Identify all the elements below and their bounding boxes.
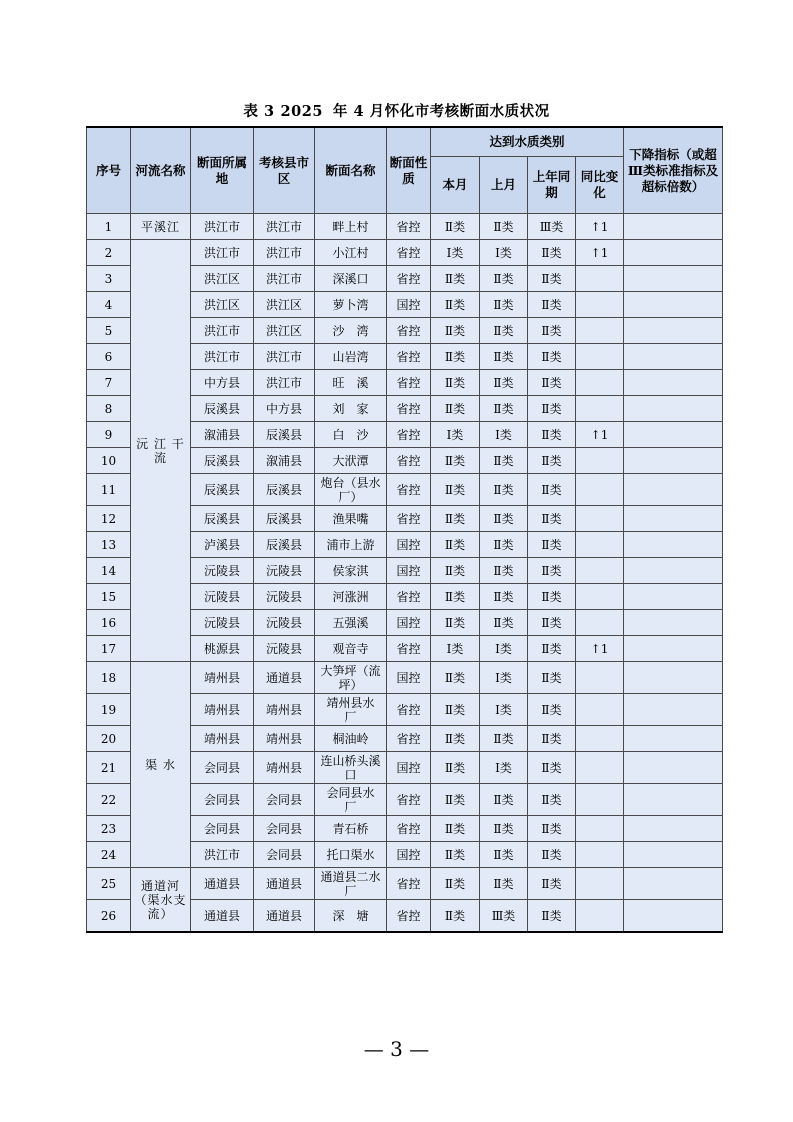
nature-cell: 省控 xyxy=(387,900,431,933)
nature-cell: 省控 xyxy=(387,474,431,506)
this-month-cell: Ⅱ类 xyxy=(431,842,480,868)
header-indicator: 下降指标（或超Ⅲ类标准指标及超标倍数） xyxy=(624,127,723,214)
header-last-month: 上月 xyxy=(480,157,528,214)
section-name-cell: 青石桥 xyxy=(315,816,387,842)
river-cell: 平溪江 xyxy=(131,214,191,240)
yoy-change-cell xyxy=(576,266,624,292)
nature-cell: 省控 xyxy=(387,726,431,752)
county-cell: 沅陵县 xyxy=(254,584,315,610)
county-cell: 沅陵县 xyxy=(254,558,315,584)
last-year-cell: Ⅲ类 xyxy=(528,214,576,240)
seq-cell: 6 xyxy=(87,344,131,370)
header-section: 断面名称 xyxy=(315,127,387,214)
header-county: 考核县市区 xyxy=(254,127,315,214)
seq-cell: 21 xyxy=(87,752,131,784)
section-name-cell: 萝卜湾 xyxy=(315,292,387,318)
nature-cell: 省控 xyxy=(387,266,431,292)
county-cell: 靖州县 xyxy=(254,694,315,726)
last-year-cell: Ⅱ类 xyxy=(528,610,576,636)
last-year-cell: Ⅱ类 xyxy=(528,636,576,662)
last-month-cell: Ⅱ类 xyxy=(480,532,528,558)
indicator-cell xyxy=(624,506,723,532)
county-cell: 洪江市 xyxy=(254,214,315,240)
last-year-cell: Ⅱ类 xyxy=(528,292,576,318)
river-cell: 渠 水 xyxy=(131,662,191,868)
location-cell: 洪江市 xyxy=(191,214,254,240)
indicator-cell xyxy=(624,240,723,266)
nature-cell: 省控 xyxy=(387,636,431,662)
section-name-cell: 炮台（县水厂） xyxy=(315,474,387,506)
location-cell: 辰溪县 xyxy=(191,448,254,474)
yoy-change-cell xyxy=(576,694,624,726)
nature-cell: 省控 xyxy=(387,448,431,474)
location-cell: 溆浦县 xyxy=(191,422,254,448)
nature-cell: 省控 xyxy=(387,214,431,240)
seq-cell: 10 xyxy=(87,448,131,474)
table-row xyxy=(87,662,723,694)
last-year-cell: Ⅱ类 xyxy=(528,868,576,900)
location-cell: 通道县 xyxy=(191,868,254,900)
county-cell: 洪江区 xyxy=(254,318,315,344)
yoy-change-cell xyxy=(576,900,624,933)
this-month-cell: Ⅱ类 xyxy=(431,584,480,610)
nature-cell: 省控 xyxy=(387,694,431,726)
yoy-change-cell xyxy=(576,610,624,636)
yoy-change-cell xyxy=(576,868,624,900)
this-month-cell: Ⅱ类 xyxy=(431,370,480,396)
location-cell: 中方县 xyxy=(191,370,254,396)
last-year-cell: Ⅱ类 xyxy=(528,816,576,842)
section-name-cell: 桐油岭 xyxy=(315,726,387,752)
section-name-cell: 深 塘 xyxy=(315,900,387,933)
table-title-text: 年 4 月怀化市考核断面水质状况 xyxy=(332,103,550,120)
yoy-change-cell xyxy=(576,318,624,344)
last-year-cell: Ⅱ类 xyxy=(528,842,576,868)
nature-cell: 国控 xyxy=(387,662,431,694)
this-month-cell: Ⅱ类 xyxy=(431,784,480,816)
last-year-cell: Ⅱ类 xyxy=(528,900,576,933)
last-month-cell: Ⅱ类 xyxy=(480,868,528,900)
seq-cell: 2 xyxy=(87,240,131,266)
this-month-cell: Ⅱ类 xyxy=(431,558,480,584)
header-last-year: 上年同期 xyxy=(528,157,576,214)
county-cell: 辰溪县 xyxy=(254,422,315,448)
table-header xyxy=(87,127,723,214)
last-month-cell: Ⅱ类 xyxy=(480,726,528,752)
county-cell: 洪江区 xyxy=(254,292,315,318)
county-cell: 会同县 xyxy=(254,816,315,842)
table-row xyxy=(87,868,723,900)
seq-cell: 18 xyxy=(87,662,131,694)
county-cell: 沅陵县 xyxy=(254,610,315,636)
section-name-cell: 通道县二水厂 xyxy=(315,868,387,900)
seq-cell: 1 xyxy=(87,214,131,240)
this-month-cell: Ⅰ类 xyxy=(431,636,480,662)
last-month-cell: Ⅰ类 xyxy=(480,662,528,694)
location-cell: 洪江市 xyxy=(191,842,254,868)
seq-cell: 19 xyxy=(87,694,131,726)
page-number: — 3 — xyxy=(363,1037,430,1061)
seq-cell: 16 xyxy=(87,610,131,636)
indicator-cell xyxy=(624,474,723,506)
last-month-cell: Ⅱ类 xyxy=(480,506,528,532)
seq-cell: 25 xyxy=(87,868,131,900)
yoy-change-cell xyxy=(576,816,624,842)
this-month-cell: Ⅱ类 xyxy=(431,900,480,933)
nature-cell: 国控 xyxy=(387,558,431,584)
county-cell: 辰溪县 xyxy=(254,506,315,532)
nature-cell: 国控 xyxy=(387,292,431,318)
nature-cell: 省控 xyxy=(387,584,431,610)
header-river: 河流名称 xyxy=(131,127,191,214)
location-cell: 会同县 xyxy=(191,752,254,784)
last-year-cell: Ⅱ类 xyxy=(528,266,576,292)
indicator-cell xyxy=(624,726,723,752)
section-name-cell: 浦市上游 xyxy=(315,532,387,558)
last-year-cell: Ⅱ类 xyxy=(528,726,576,752)
this-month-cell: Ⅱ类 xyxy=(431,532,480,558)
county-cell: 洪江市 xyxy=(254,370,315,396)
river-cell: 通道河（渠水支流） xyxy=(131,868,191,933)
last-month-cell: Ⅱ类 xyxy=(480,344,528,370)
seq-cell: 23 xyxy=(87,816,131,842)
this-month-cell: Ⅱ类 xyxy=(431,396,480,422)
seq-cell: 5 xyxy=(87,318,131,344)
location-cell: 通道县 xyxy=(191,900,254,933)
county-cell: 靖州县 xyxy=(254,726,315,752)
table-row xyxy=(87,240,723,266)
last-month-cell: Ⅱ类 xyxy=(480,784,528,816)
seq-cell: 7 xyxy=(87,370,131,396)
this-month-cell: Ⅱ类 xyxy=(431,214,480,240)
yoy-change-cell xyxy=(576,842,624,868)
last-month-cell: Ⅱ类 xyxy=(480,558,528,584)
last-month-cell: Ⅱ类 xyxy=(480,370,528,396)
last-month-cell: Ⅰ类 xyxy=(480,240,528,266)
this-month-cell: Ⅱ类 xyxy=(431,816,480,842)
nature-cell: 国控 xyxy=(387,532,431,558)
county-cell: 中方县 xyxy=(254,396,315,422)
yoy-change-cell xyxy=(576,584,624,610)
seq-cell: 24 xyxy=(87,842,131,868)
last-month-cell: Ⅱ类 xyxy=(480,292,528,318)
yoy-change-cell xyxy=(576,474,624,506)
last-year-cell: Ⅱ类 xyxy=(528,584,576,610)
county-cell: 沅陵县 xyxy=(254,636,315,662)
section-name-cell: 沙 湾 xyxy=(315,318,387,344)
last-year-cell: Ⅱ类 xyxy=(528,694,576,726)
section-name-cell: 山岩湾 xyxy=(315,344,387,370)
this-month-cell: Ⅱ类 xyxy=(431,448,480,474)
location-cell: 辰溪县 xyxy=(191,506,254,532)
seq-cell: 20 xyxy=(87,726,131,752)
nature-cell: 省控 xyxy=(387,784,431,816)
nature-cell: 省控 xyxy=(387,506,431,532)
county-cell: 洪江市 xyxy=(254,240,315,266)
section-name-cell: 会同县水 厂 xyxy=(315,784,387,816)
section-name-cell: 托口渠水 xyxy=(315,842,387,868)
this-month-cell: Ⅰ类 xyxy=(431,422,480,448)
this-month-cell: Ⅱ类 xyxy=(431,474,480,506)
seq-cell: 22 xyxy=(87,784,131,816)
indicator-cell xyxy=(624,396,723,422)
county-cell: 辰溪县 xyxy=(254,532,315,558)
yoy-change-cell xyxy=(576,506,624,532)
indicator-cell xyxy=(624,422,723,448)
yoy-change-cell xyxy=(576,726,624,752)
this-month-cell: Ⅱ类 xyxy=(431,726,480,752)
last-year-cell: Ⅱ类 xyxy=(528,396,576,422)
last-year-cell: Ⅱ类 xyxy=(528,532,576,558)
section-name-cell: 小江村 xyxy=(315,240,387,266)
this-month-cell: Ⅱ类 xyxy=(431,662,480,694)
yoy-change-cell: ↑1 xyxy=(576,636,624,662)
last-year-cell: Ⅱ类 xyxy=(528,506,576,532)
nature-cell: 国控 xyxy=(387,842,431,868)
this-month-cell: Ⅱ类 xyxy=(431,868,480,900)
indicator-cell xyxy=(624,558,723,584)
yoy-change-cell xyxy=(576,662,624,694)
nature-cell: 省控 xyxy=(387,396,431,422)
nature-cell: 省控 xyxy=(387,318,431,344)
section-name-cell: 畔上村 xyxy=(315,214,387,240)
indicator-cell xyxy=(624,752,723,784)
seq-cell: 17 xyxy=(87,636,131,662)
indicator-cell xyxy=(624,816,723,842)
last-year-cell: Ⅱ类 xyxy=(528,318,576,344)
section-name-cell: 侯家淇 xyxy=(315,558,387,584)
this-month-cell: Ⅱ类 xyxy=(431,752,480,784)
river-cell: 沅 江 干 流 xyxy=(131,240,191,662)
table-title xyxy=(0,100,793,121)
section-name-cell: 大洑潭 xyxy=(315,448,387,474)
section-name-cell: 旺 溪 xyxy=(315,370,387,396)
yoy-change-cell: ↑1 xyxy=(576,422,624,448)
indicator-cell xyxy=(624,584,723,610)
section-name-cell: 深溪口 xyxy=(315,266,387,292)
yoy-change-cell xyxy=(576,784,624,816)
last-month-cell: Ⅱ类 xyxy=(480,318,528,344)
header-this-month: 本月 xyxy=(431,157,480,214)
nature-cell: 省控 xyxy=(387,816,431,842)
this-month-cell: Ⅱ类 xyxy=(431,694,480,726)
last-year-cell: Ⅱ类 xyxy=(528,662,576,694)
this-month-cell: Ⅰ类 xyxy=(431,240,480,266)
county-cell: 会同县 xyxy=(254,842,315,868)
yoy-change-cell xyxy=(576,448,624,474)
location-cell: 辰溪县 xyxy=(191,396,254,422)
location-cell: 洪江市 xyxy=(191,240,254,266)
last-month-cell: Ⅱ类 xyxy=(480,474,528,506)
yoy-change-cell xyxy=(576,532,624,558)
last-year-cell: Ⅱ类 xyxy=(528,784,576,816)
county-cell: 会同县 xyxy=(254,784,315,816)
nature-cell: 省控 xyxy=(387,370,431,396)
section-name-cell: 渔果嘴 xyxy=(315,506,387,532)
indicator-cell xyxy=(624,868,723,900)
table-title-year: 2025 xyxy=(280,103,323,120)
location-cell: 洪江市 xyxy=(191,344,254,370)
indicator-cell xyxy=(624,636,723,662)
yoy-change-cell xyxy=(576,292,624,318)
section-name-cell: 靖州县水 厂 xyxy=(315,694,387,726)
yoy-change-cell xyxy=(576,558,624,584)
last-year-cell: Ⅱ类 xyxy=(528,422,576,448)
location-cell: 靖州县 xyxy=(191,662,254,694)
last-month-cell: Ⅱ类 xyxy=(480,610,528,636)
seq-cell: 4 xyxy=(87,292,131,318)
section-name-cell: 河涨洲 xyxy=(315,584,387,610)
indicator-cell xyxy=(624,370,723,396)
county-cell: 通道县 xyxy=(254,662,315,694)
county-cell: 洪江市 xyxy=(254,266,315,292)
section-name-cell: 连山桥头溪口 xyxy=(315,752,387,784)
location-cell: 会同县 xyxy=(191,784,254,816)
location-cell: 靖州县 xyxy=(191,694,254,726)
seq-cell: 14 xyxy=(87,558,131,584)
this-month-cell: Ⅱ类 xyxy=(431,506,480,532)
indicator-cell xyxy=(624,344,723,370)
indicator-cell xyxy=(624,214,723,240)
county-cell: 通道县 xyxy=(254,868,315,900)
location-cell: 辰溪县 xyxy=(191,474,254,506)
indicator-cell xyxy=(624,900,723,933)
last-year-cell: Ⅱ类 xyxy=(528,448,576,474)
location-cell: 沅陵县 xyxy=(191,584,254,610)
indicator-cell xyxy=(624,292,723,318)
table-body xyxy=(87,214,723,933)
county-cell: 靖州县 xyxy=(254,752,315,784)
location-cell: 洪江区 xyxy=(191,292,254,318)
location-cell: 沅陵县 xyxy=(191,558,254,584)
this-month-cell: Ⅱ类 xyxy=(431,292,480,318)
section-name-cell: 白 沙 xyxy=(315,422,387,448)
indicator-cell xyxy=(624,318,723,344)
yoy-change-cell xyxy=(576,752,624,784)
table-row xyxy=(87,214,723,240)
seq-cell: 15 xyxy=(87,584,131,610)
header-location: 断面所属地 xyxy=(191,127,254,214)
location-cell: 靖州县 xyxy=(191,726,254,752)
indicator-cell xyxy=(624,662,723,694)
last-month-cell: Ⅱ类 xyxy=(480,816,528,842)
this-month-cell: Ⅱ类 xyxy=(431,318,480,344)
nature-cell: 国控 xyxy=(387,752,431,784)
indicator-cell xyxy=(624,694,723,726)
location-cell: 沅陵县 xyxy=(191,610,254,636)
section-name-cell: 观音寺 xyxy=(315,636,387,662)
indicator-cell xyxy=(624,532,723,558)
indicator-cell xyxy=(624,842,723,868)
yoy-change-cell xyxy=(576,396,624,422)
last-month-cell: Ⅱ类 xyxy=(480,396,528,422)
header-quality-group: 达到水质类别 xyxy=(431,127,624,157)
location-cell: 泸溪县 xyxy=(191,532,254,558)
this-month-cell: Ⅱ类 xyxy=(431,344,480,370)
last-year-cell: Ⅱ类 xyxy=(528,752,576,784)
last-month-cell: Ⅲ类 xyxy=(480,900,528,933)
county-cell: 洪江市 xyxy=(254,344,315,370)
last-year-cell: Ⅱ类 xyxy=(528,344,576,370)
seq-cell: 3 xyxy=(87,266,131,292)
indicator-cell xyxy=(624,448,723,474)
last-month-cell: Ⅰ类 xyxy=(480,694,528,726)
last-year-cell: Ⅱ类 xyxy=(528,558,576,584)
indicator-cell xyxy=(624,610,723,636)
last-month-cell: Ⅱ类 xyxy=(480,448,528,474)
section-name-cell: 大笋坪（流坪） xyxy=(315,662,387,694)
seq-cell: 26 xyxy=(87,900,131,933)
seq-cell: 13 xyxy=(87,532,131,558)
seq-cell: 12 xyxy=(87,506,131,532)
section-name-cell: 刘 家 xyxy=(315,396,387,422)
indicator-cell xyxy=(624,784,723,816)
last-month-cell: Ⅱ类 xyxy=(480,266,528,292)
county-cell: 通道县 xyxy=(254,900,315,933)
last-month-cell: Ⅱ类 xyxy=(480,842,528,868)
nature-cell: 省控 xyxy=(387,422,431,448)
last-month-cell: Ⅰ类 xyxy=(480,636,528,662)
yoy-change-cell: ↑1 xyxy=(576,214,624,240)
last-month-cell: Ⅱ类 xyxy=(480,214,528,240)
nature-cell: 省控 xyxy=(387,868,431,900)
header-nature: 断面性质 xyxy=(387,127,431,214)
location-cell: 洪江区 xyxy=(191,266,254,292)
last-month-cell: Ⅱ类 xyxy=(480,584,528,610)
seq-cell: 11 xyxy=(87,474,131,506)
nature-cell: 省控 xyxy=(387,344,431,370)
nature-cell: 省控 xyxy=(387,240,431,266)
location-cell: 洪江市 xyxy=(191,318,254,344)
county-cell: 溆浦县 xyxy=(254,448,315,474)
this-month-cell: Ⅱ类 xyxy=(431,266,480,292)
indicator-cell xyxy=(624,266,723,292)
county-cell: 辰溪县 xyxy=(254,474,315,506)
header-yoy: 同比变化 xyxy=(576,157,624,214)
water-quality-table xyxy=(86,126,723,933)
section-name-cell: 五强溪 xyxy=(315,610,387,636)
yoy-change-cell xyxy=(576,344,624,370)
last-year-cell: Ⅱ类 xyxy=(528,474,576,506)
seq-cell: 9 xyxy=(87,422,131,448)
last-month-cell: Ⅰ类 xyxy=(480,752,528,784)
last-month-cell: Ⅰ类 xyxy=(480,422,528,448)
this-month-cell: Ⅱ类 xyxy=(431,610,480,636)
table-title-prefix: 表 3 xyxy=(243,103,275,120)
yoy-change-cell: ↑1 xyxy=(576,240,624,266)
seq-cell: 8 xyxy=(87,396,131,422)
last-year-cell: Ⅱ类 xyxy=(528,370,576,396)
header-seq: 序号 xyxy=(87,127,131,214)
nature-cell: 国控 xyxy=(387,610,431,636)
last-year-cell: Ⅱ类 xyxy=(528,240,576,266)
location-cell: 桃源县 xyxy=(191,636,254,662)
location-cell: 会同县 xyxy=(191,816,254,842)
yoy-change-cell xyxy=(576,370,624,396)
